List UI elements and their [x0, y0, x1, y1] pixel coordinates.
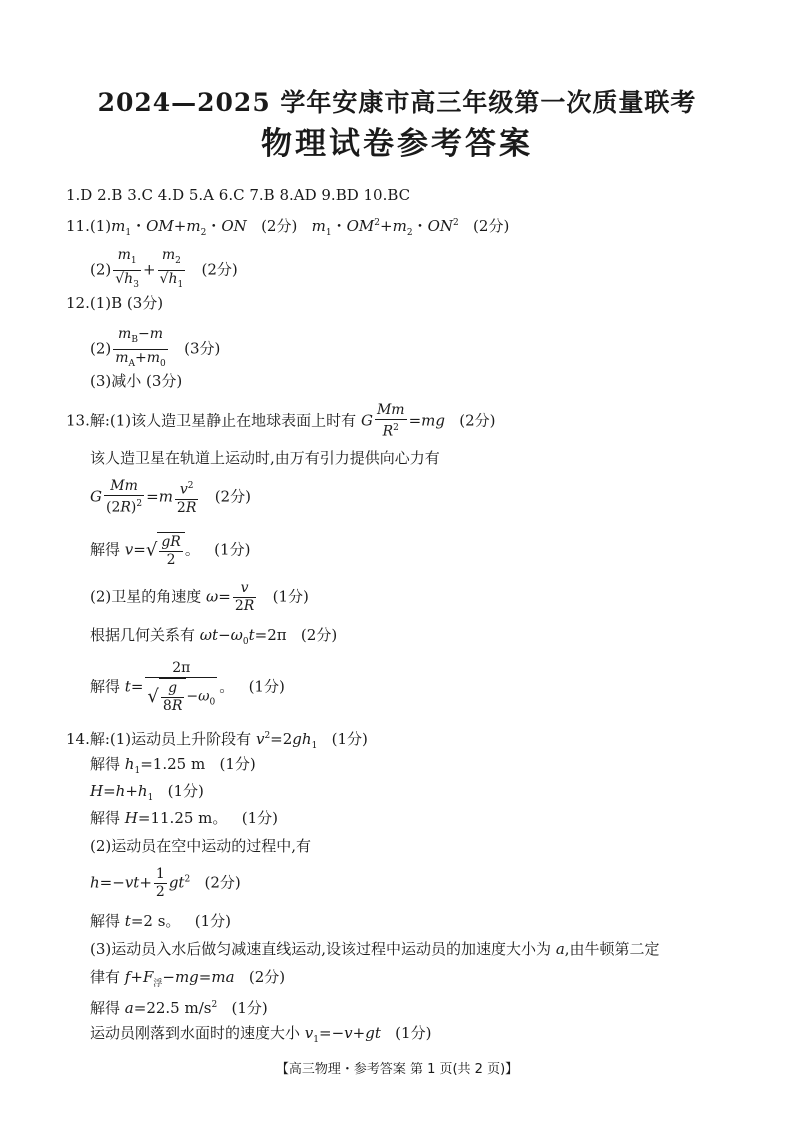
- q12-part2: (2) $\frac{m_B-m}{m_A+m_0}$ (3分): [90, 326, 221, 369]
- q12-part1: 12.(1)B (3分): [66, 294, 164, 312]
- q13-line6: 根据几何关系有 $\omega t-\omega_0t=2\pi$ (2分): [90, 626, 338, 647]
- q13-line2: 该人造卫星在轨道上运动时,由万有引力提供向心力有: [90, 449, 440, 467]
- q14-line10: 解得 a=22.5 $m/s^2$ (1分): [90, 999, 268, 1017]
- q14-line1: 14.解:(1)运动员上升阶段有 $v^2=2gh_1$ (1分): [66, 730, 368, 751]
- q14-line5: (2)运动员在空中运动的过程中,有: [90, 837, 312, 855]
- q14-line11: 运动员刚落到水面时的速度大小 $v_1=-v+gt$ (1分): [90, 1024, 432, 1045]
- q14-line7: 解得 t=2 s。 (1分): [90, 912, 231, 930]
- q14-line9: 律有 $f+F_浮-mg=ma$ (2分): [90, 968, 286, 989]
- exam-title: 2024—2025 学年安康市高三年级第一次质量联考: [97, 88, 697, 117]
- q14-line2: 解得 $h_1=1.25$ m (1分): [90, 755, 256, 776]
- page-footer: 【高三物理・参考答案 第 1 页(共 2 页)】: [275, 1062, 519, 1077]
- q14-line3: $H=h+h_1$ (1分): [90, 782, 204, 803]
- answer-key-title: 物理试卷参考答案: [261, 126, 533, 162]
- q11-part1: $11.(1)m_1$・$OM+m_2$・ON (2分) $m_1$・$OM^2+m_2$・$ON^2$ (2分): [66, 217, 510, 238]
- q12-part3: (3)减小 (3分): [90, 372, 183, 390]
- q14-line6: h=−vt+ $\frac{1}{2}$ $gt^2$ (2分): [90, 866, 241, 900]
- q13-line3: G $\frac{Mm}{(2R)^2}$ =m $\frac{v^2}{2R}$ (2分): [90, 478, 251, 516]
- q11-part2: (2) $\frac{m_1}{√h_3}$ + $\frac{m_2}{√h_1}$ (2分): [90, 247, 238, 290]
- q13-line1: 13.解:(1)该人造卫星静止在地球表面上时有 G $\frac{Mm}{R^2}$ =mg (2分): [66, 402, 496, 440]
- q13-line7: 解得 t= 2π √ $\frac{g}{8R}$ $-\omega_0$ 。 (1分): [90, 660, 285, 714]
- q14-line8: (3)运动员入水后做匀减速直线运动,设该过程中运动员的加速度大小为 a,由牛顿第二定: [90, 940, 660, 958]
- q13-line4: 解得 v=√ $\frac{gR}{2}$ 。 (1分): [90, 534, 251, 568]
- q14-line4: 解得 H=11.25 m。 (1分): [90, 809, 278, 827]
- choice-answers: 1.D 2.B 3.C 4.D 5.A 6.C 7.B 8.AD 9.BD 10.BC: [66, 186, 411, 204]
- q13-line5: (2)卫星的角速度 ω= $\frac{v}{2R}$ (1分): [90, 580, 309, 614]
